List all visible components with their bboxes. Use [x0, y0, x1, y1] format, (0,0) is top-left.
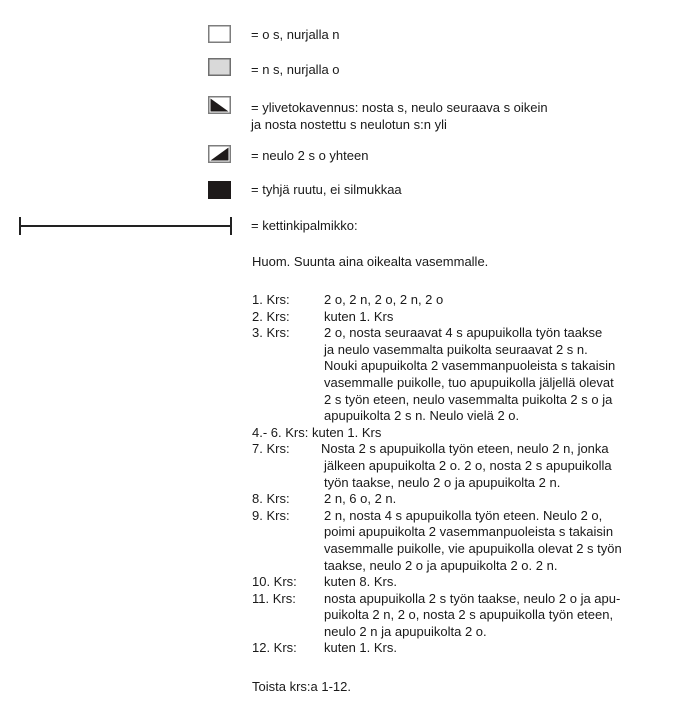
- row-label: 3. Krs:: [252, 325, 290, 341]
- row-line: puikolta 2 n, 2 o, nosta 2 s apupuikolla työn eteen,: [324, 607, 614, 623]
- row-line: kuten 8. Krs.: [324, 574, 397, 590]
- row-line: apupuikolta 2 s n. Neulo vielä 2 o.: [324, 408, 520, 424]
- row-text: [324, 491, 622, 508]
- legend-text-k2tog: [251, 148, 368, 165]
- row-line: jälkeen apupuikolta 2 o. 2 o, nosta 2 s apupuikolla: [324, 457, 612, 473]
- legend-line: = o s, nurjalla n: [251, 27, 340, 42]
- row-label: 11. Krs:: [252, 590, 296, 606]
- row-line: 2 o, 2 n, 2 o, 2 n, 2 o: [324, 292, 444, 307]
- legend-line: = ylivetokavennus: nosta s, neulo seuraava s oikein: [251, 100, 548, 115]
- row-line: 2 n, nosta 4 s apupuikolla työn eteen. Neulo 2 o,: [324, 507, 603, 523]
- legend-text-cable: [251, 218, 358, 235]
- row-instruction: [252, 508, 622, 574]
- legend-line: = tyhjä ruutu, ei silmukkaa: [251, 182, 402, 197]
- row-instruction: [252, 425, 622, 442]
- legend-text-purl: [251, 62, 340, 79]
- row-line: 2 n, 6 o, 2 n.: [324, 491, 397, 507]
- row-line: vasemmalle puikolle, vie apupuikolla olevat 2 s työn: [324, 540, 622, 556]
- row-label: 8. Krs:: [252, 491, 290, 507]
- row-line: kuten 1. Krs: [324, 308, 394, 324]
- row-text: [324, 640, 622, 657]
- legend-line: = kettinkipalmikko:: [251, 218, 358, 233]
- row-text: [324, 292, 622, 309]
- ssk-decrease-icon: [208, 96, 231, 114]
- row-line: ja neulo vasemmalta puikolta seuraavat 2 s n.: [324, 341, 588, 357]
- direction-note: Huom. Suunta aina oikealta vasemmalle.: [252, 254, 489, 269]
- row-text: [312, 425, 381, 440]
- legend-line: = neulo 2 s o yhteen: [251, 148, 369, 163]
- k2tog-decrease-icon: [208, 145, 231, 163]
- row-line: nosta apupuikolla 2 s työn taakse, neulo 2 o ja apu-: [324, 590, 621, 606]
- legend-text-knit: [251, 27, 340, 44]
- row-label: 7. Krs:: [252, 441, 290, 457]
- row-instruction: [252, 640, 622, 657]
- row-line: Nouki apupuikolta 2 vasemmanpuoleista s takaisin: [324, 358, 616, 374]
- row-instruction: [252, 325, 622, 425]
- row-line: kuten 1. Krs: [311, 424, 382, 440]
- row-text: [324, 508, 622, 574]
- row-text: [321, 441, 622, 491]
- row-label: 2. Krs:: [252, 308, 290, 324]
- row-instruction: [252, 292, 622, 309]
- row-text: [324, 325, 622, 425]
- row-line: neulo 2 n ja apupuikolta 2 o.: [324, 623, 487, 639]
- row-text: [324, 591, 622, 641]
- row-text: [324, 574, 622, 591]
- row-label: 4.- 6. Krs:: [252, 424, 309, 440]
- legend-text-ssk: [251, 100, 548, 133]
- legend-text-no-stitch: [251, 182, 402, 199]
- row-label: 12. Krs:: [252, 640, 297, 656]
- row-line: Nosta 2 s apupuikolla työn eteen, neulo 2 n, jonka: [321, 441, 609, 457]
- no-stitch-icon: [208, 181, 231, 199]
- row-instruction: [252, 441, 622, 491]
- row-line: 2 o, nosta seuraavat 4 s apupuikolla työn taakse: [324, 325, 603, 341]
- row-instructions: [252, 292, 622, 657]
- row-label: 1. Krs:: [252, 292, 290, 307]
- row-instruction: [252, 574, 622, 591]
- legend-line: ja nosta nostettu s neulotun s:n yli: [251, 116, 447, 132]
- row-text: [324, 309, 622, 326]
- row-line: poimi apupuikolta 2 vasemmanpuoleista s takaisin: [324, 524, 614, 540]
- row-line: työn taakse, neulo 2 o ja apupuikolta 2 n.: [324, 474, 561, 490]
- repeat-note: Toista krs:a 1-12.: [252, 679, 351, 694]
- cable-span-icon: [18, 215, 234, 237]
- row-instruction: [252, 491, 622, 508]
- row-label: 9. Krs:: [252, 507, 290, 523]
- row-line: kuten 1. Krs.: [324, 640, 397, 656]
- row-instruction: [252, 309, 622, 326]
- row-line: taakse, neulo 2 o ja apupuikolta 2 o. 2 n.: [324, 557, 558, 573]
- legend-line: = n s, nurjalla o: [251, 62, 340, 77]
- row-line: 2 s työn eteen, neulo vasemmalta puikolta 2 s o ja: [324, 391, 613, 407]
- row-line: vasemmalle puikolle, tuo apupuikolla jäljellä olevat: [324, 374, 614, 390]
- knit-box-icon: [208, 25, 231, 43]
- row-label: 10. Krs:: [252, 574, 297, 590]
- row-instruction: [252, 591, 622, 641]
- purl-box-icon: [208, 58, 231, 76]
